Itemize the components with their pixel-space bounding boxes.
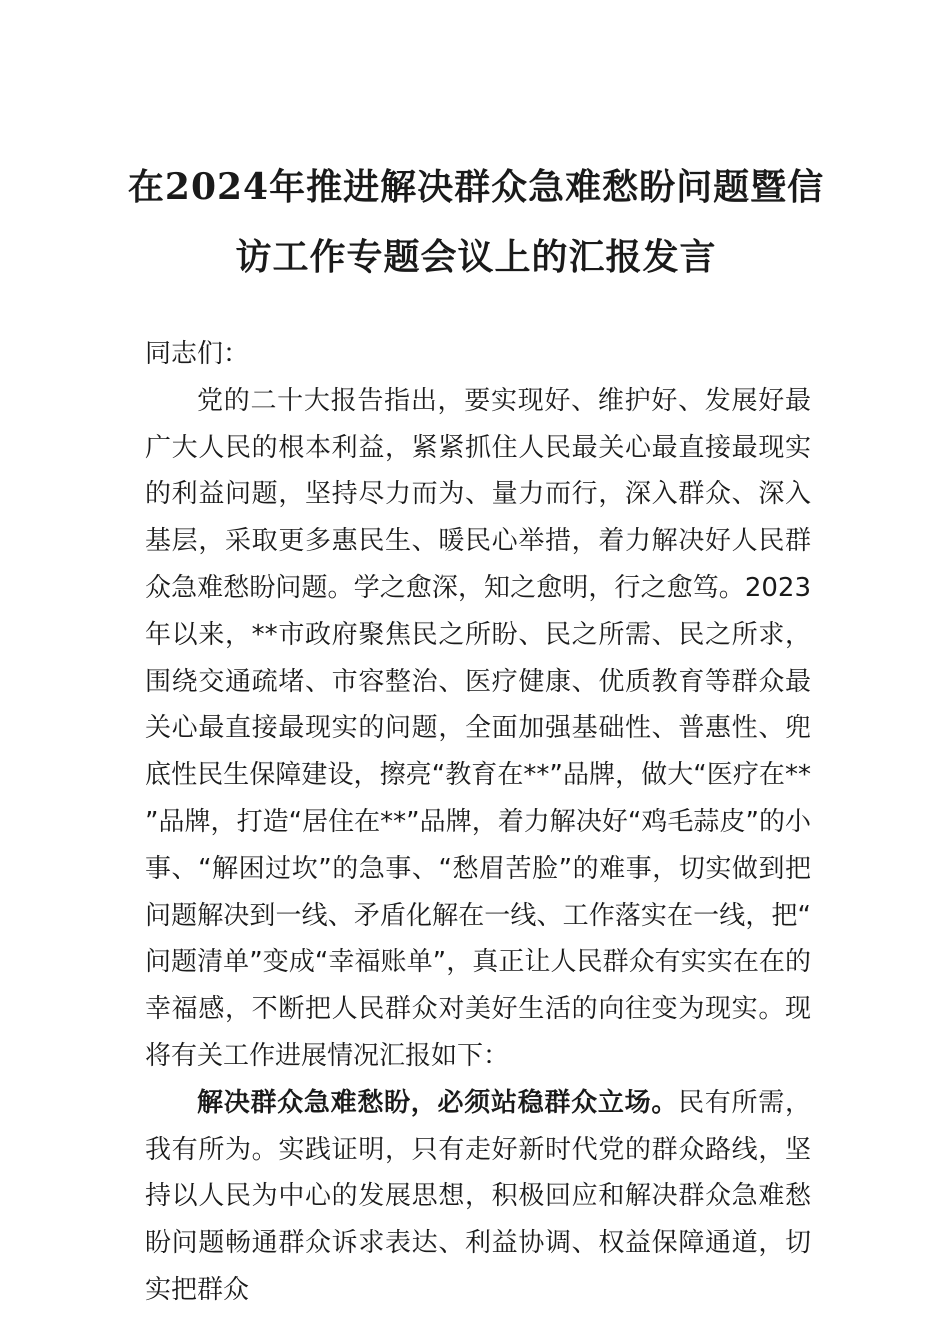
title-line-2: 访工作专题会议上的汇报发言	[235, 236, 717, 278]
section-text: 民有所需，我有所为。实践证明，只有走好新时代党的群众路线，坚持以人民为中心的发展思想，积极回应和解决群众急难愁盼问题畅通群众诉求表达、利益协调、权益保障通道，切实把群众	[145, 1087, 811, 1305]
section-heading: 解决群众急难愁盼，必须站稳群众立场。	[197, 1087, 679, 1118]
paragraph-section-1	[145, 1080, 811, 1314]
salutation: 同志们：	[145, 339, 250, 369]
title-line-1: 在2024年推进解决群众急难愁盼问题暨信	[127, 166, 825, 208]
document-title	[120, 152, 832, 292]
document-body	[145, 331, 811, 1314]
paragraph-intro: 党的二十大报告指出，要实现好、维护好、发展好最广大人民的根本利益，紧紧抓住人民最关心最直接最现实的利益问题，坚持尽力而为、量力而行，深入群众、深入基层，采取更多惠民生、暖民心举措，着力解决好人民群众急难愁盼问题。学之愈深，知之愈明，行之愈笃。2023年以来，**市政府聚焦民之所盼、民之所需、民之所求，围绕交通疏堵、市容整治、医疗健康、优质教育等群众最关心最直接最现实的问题，全面加强基础性、普惠性、兜底性民生保障建设，擦亮“教育在**”品牌，做大“医疗在**”品牌，打造“居住在**”品牌，着力解决好“鸡毛蒜皮”的小事、“解困过坎”的急事、“愁眉苦脸”的难事，切实做到把问题解决到一线、矛盾化解在一线、工作落实在一线，把“问题清单”变成“幸福账单”，真正让人民群众有实实在在的幸福感，不断把人民群众对美好生活的向往变为现实。现将有关工作进展情况汇报如下：	[145, 385, 811, 1071]
